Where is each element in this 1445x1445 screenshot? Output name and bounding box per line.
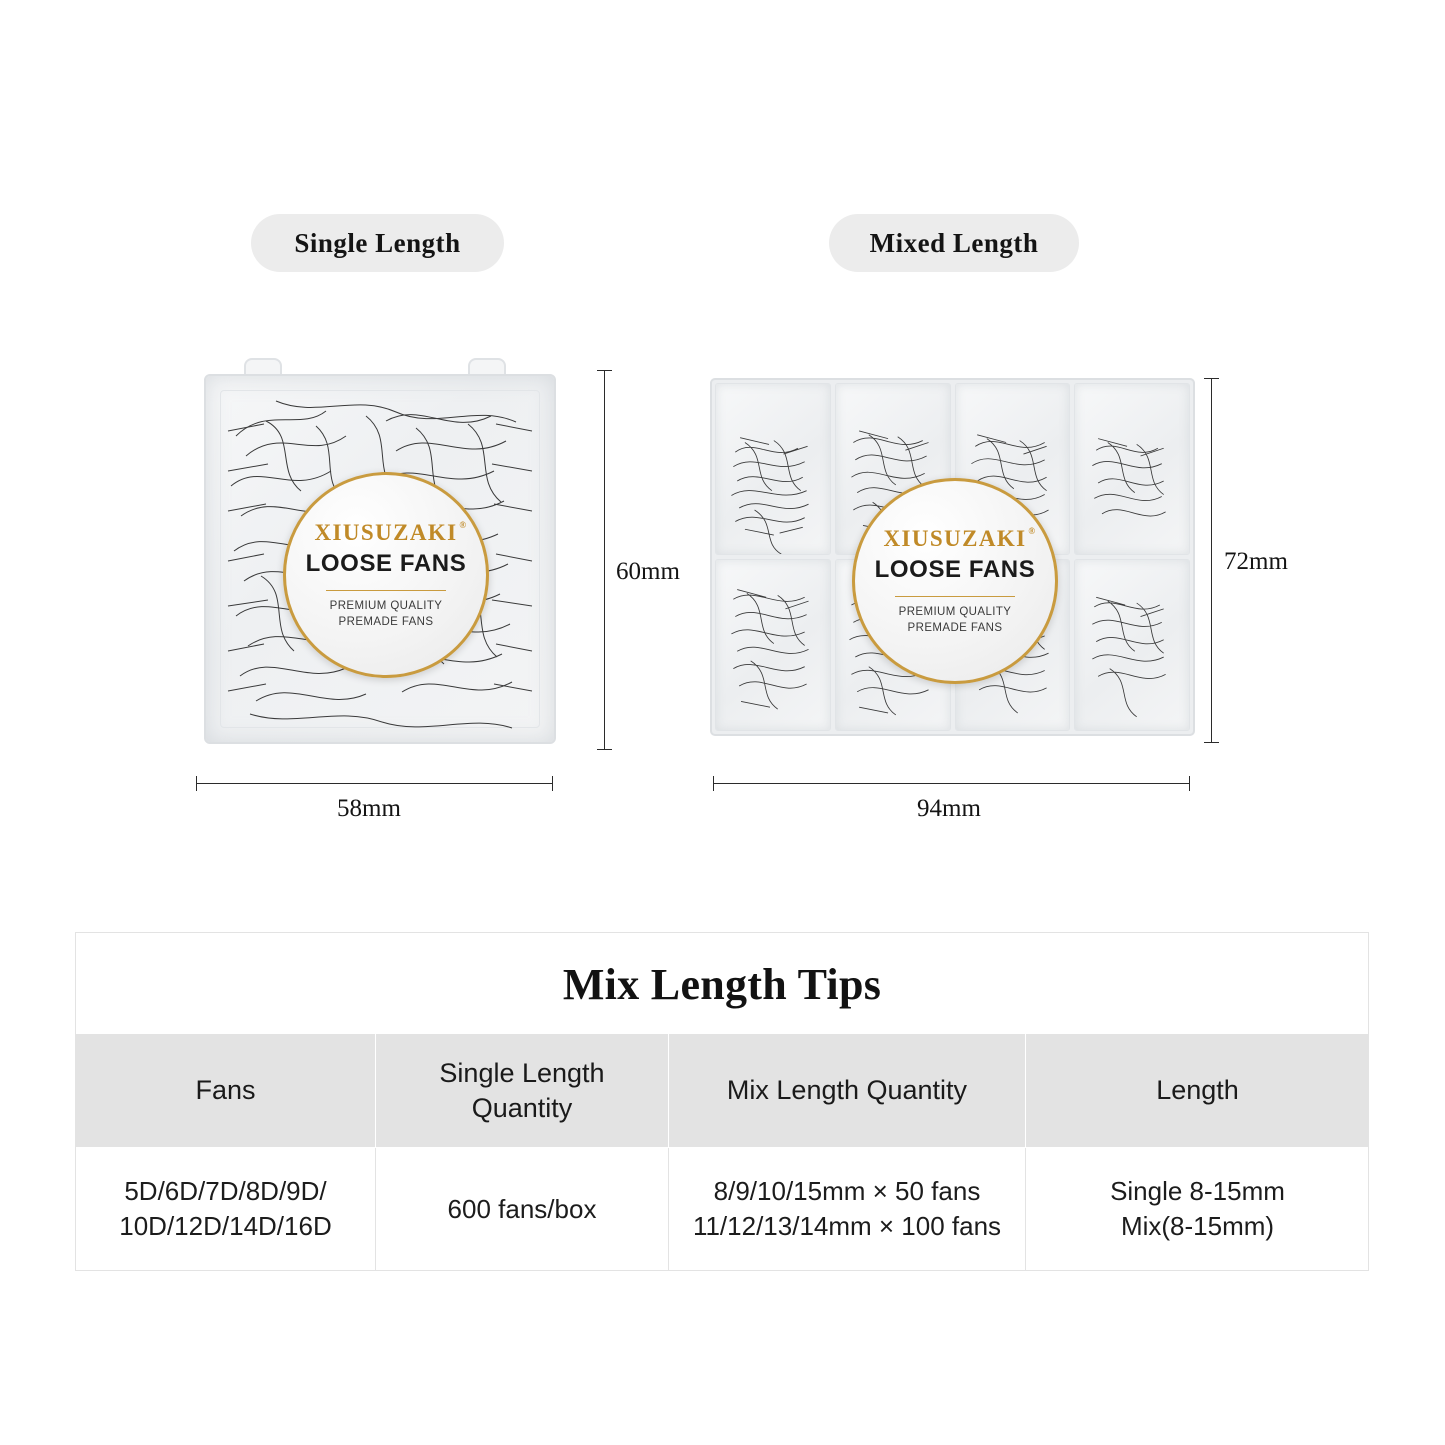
trademark-symbol: ®: [459, 519, 468, 530]
lash-compartment: [715, 383, 831, 555]
dimension-line-single-height: [604, 370, 605, 750]
lash-compartment: [715, 559, 831, 731]
table-header-row: [76, 1034, 1368, 1147]
lash-compartment: [1074, 559, 1190, 731]
badge-mixed-length-label: Mixed Length: [869, 227, 1039, 258]
lash-compartment: [1074, 383, 1190, 555]
dimension-line-mixed-width: [713, 783, 1190, 784]
table-header-length: Length: [1156, 1075, 1239, 1106]
label-subtitle-1: PREMIUM QUALITY: [329, 599, 443, 612]
dimension-label-mixed-width: 94mm: [917, 795, 981, 822]
dimension-line-mixed-height: [1211, 378, 1212, 743]
badge-single-length: [251, 214, 504, 272]
table-row: [76, 1147, 1368, 1270]
label-divider: [326, 590, 446, 591]
label-subtitle-1: PREMIUM QUALITY: [898, 605, 1012, 618]
dimension-label-single-width: 58mm: [337, 795, 401, 822]
badge-mixed-length: [829, 214, 1079, 272]
label-subtitle-2: PREMADE FANS: [907, 621, 1003, 634]
product-label-disc-single: [283, 472, 489, 678]
lash-fans-illustration: [1075, 384, 1189, 554]
lash-fans-illustration: [716, 560, 830, 730]
lash-fans-illustration: [1075, 560, 1189, 730]
table-cell-fans: 5D/6D/7D/8D/9D/ 10D/12D/14D/16D: [76, 1148, 376, 1270]
label-title: LOOSE FANS: [305, 549, 467, 577]
dimension-line-single-width: [196, 783, 553, 784]
product-label-disc-mixed: [852, 478, 1058, 684]
mix-length-tips-table: [75, 932, 1369, 1271]
trademark-symbol: ®: [1028, 525, 1037, 536]
table-cell-length: Single 8-15mm Mix(8-15mm): [1110, 1176, 1285, 1241]
product-image-single-length: [196, 352, 560, 752]
lash-fans-illustration: [716, 384, 830, 554]
table-header-fans: Fans: [76, 1034, 376, 1147]
dimension-label-mixed-height: 72mm: [1224, 548, 1288, 575]
brand-name: XIUSUZAKI ®: [883, 525, 1037, 551]
label-subtitle-2: PREMADE FANS: [338, 615, 434, 628]
table-header-mix-length-quantity: Mix Length Quantity: [669, 1034, 1026, 1147]
badge-single-length-label: Single Length: [294, 227, 461, 258]
dimension-label-single-height: 60mm: [616, 558, 680, 585]
table-header-single-length-quantity: Single Length Quantity: [376, 1034, 669, 1147]
table-title: Mix Length Tips: [562, 960, 882, 1009]
table-cell-mix-length-quantity: 8/9/10/15mm × 50 fans 11/12/13/14mm × 100 fans: [669, 1148, 1026, 1270]
brand-name: XIUSUZAKI ®: [314, 519, 468, 545]
label-title: LOOSE FANS: [874, 555, 1036, 583]
product-image-mixed-length: [710, 368, 1195, 743]
label-divider: [895, 596, 1015, 597]
table-cell-single-length-quantity: 600 fans/box: [376, 1148, 669, 1270]
